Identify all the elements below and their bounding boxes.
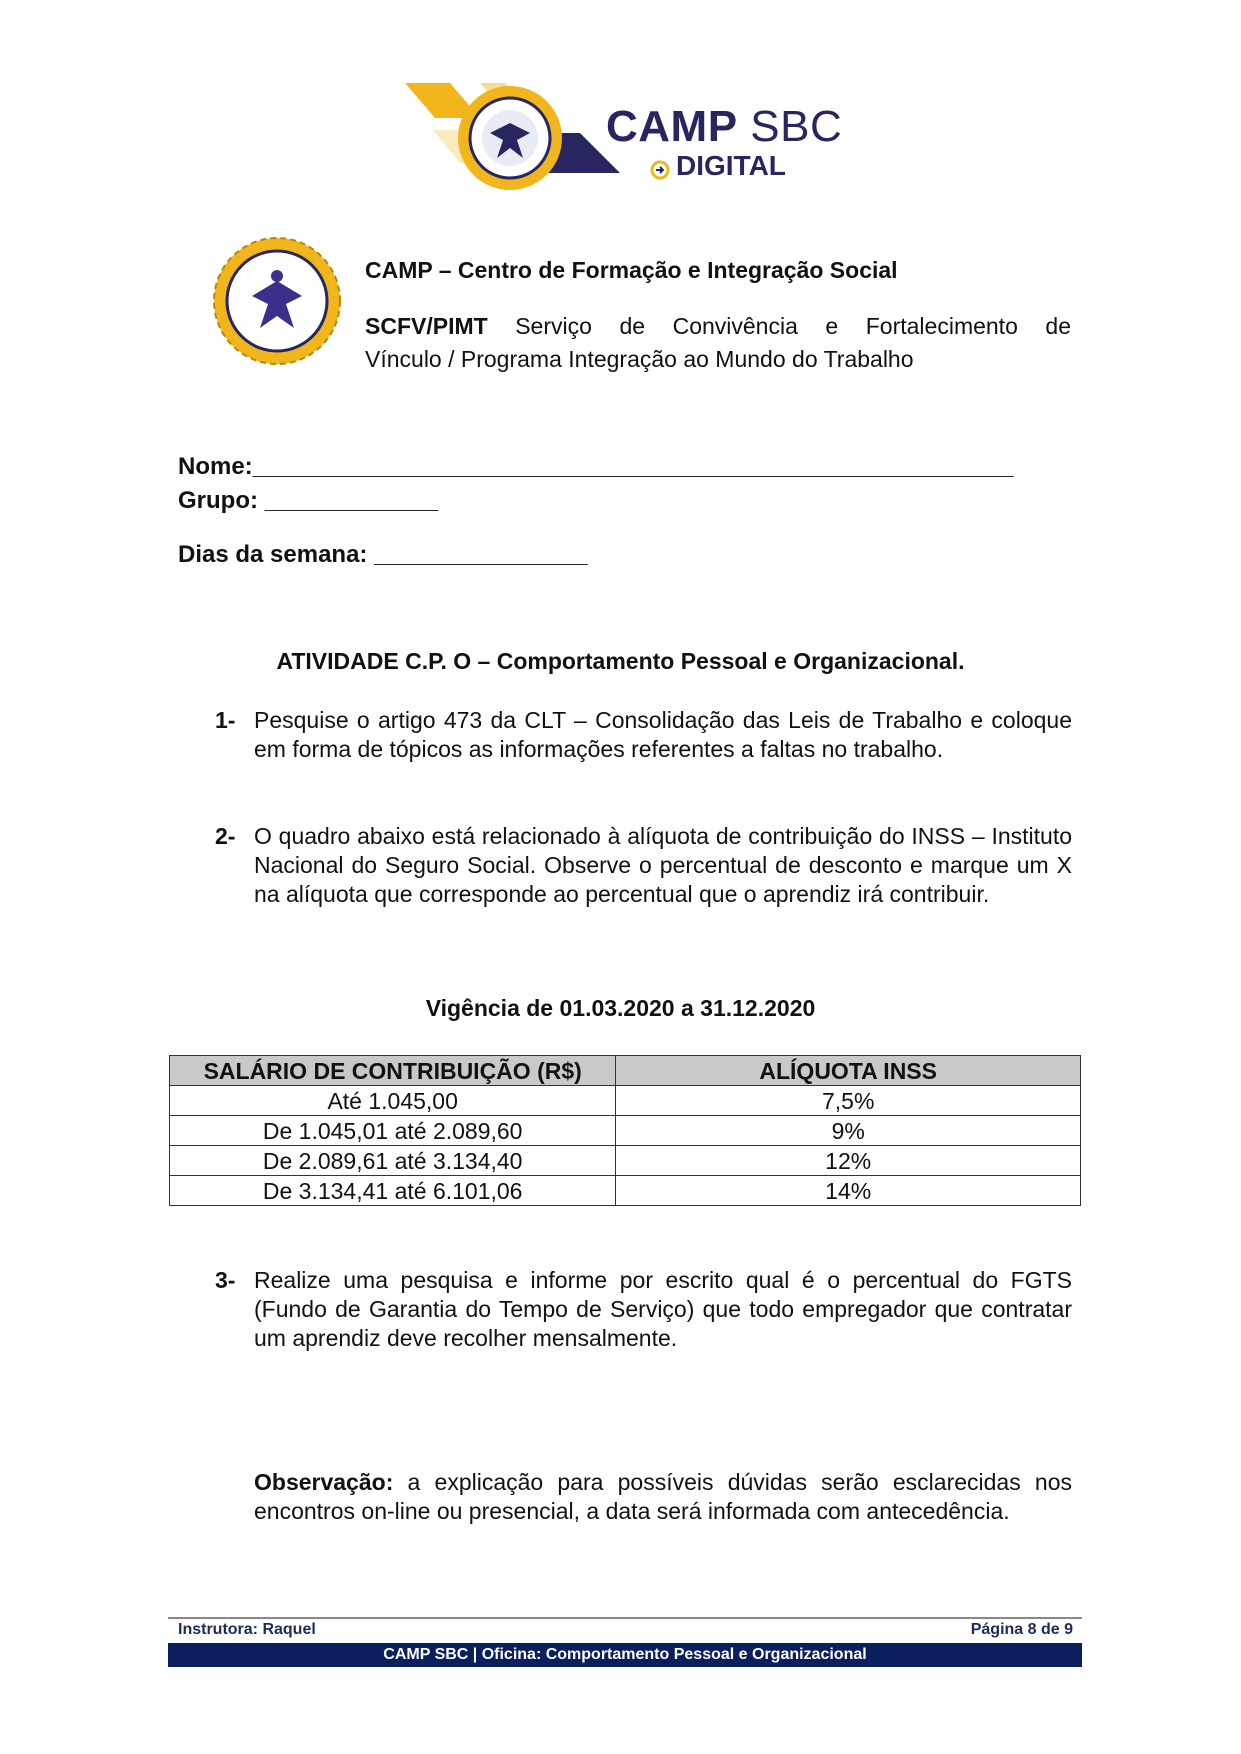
table-caption: Vigência de 01.03.2020 a 31.12.2020 — [425, 995, 816, 1021]
footer-instructor: Instrutora: Raquel — [178, 1621, 316, 1638]
header-salary: SALÁRIO DE CONTRIBUIÇÃO (R$) — [170, 1056, 616, 1086]
program-line-1: SCFV/PIMT Serviço de Convivência e Fortalecimento de — [365, 313, 1071, 339]
program-line-2: Vínculo / Programa Integração ao Mundo do Trabalho — [365, 346, 914, 372]
inss-table — [169, 1055, 1081, 1206]
camp-seal-logo — [212, 236, 342, 366]
table-row: De 3.134,41 até 6.101,06 14% — [170, 1176, 1081, 1206]
footer-page-number: Página 8 de 9 — [970, 1621, 1073, 1638]
rate-cell[interactable]: 9% — [616, 1116, 1081, 1146]
table-header-row — [170, 1056, 1081, 1086]
activity-title: ATIVIDADE C.P. O – Comportamento Pessoal e Organizacional. — [276, 648, 965, 674]
org-name: CAMP – Centro de Formação e Integração Social — [365, 257, 898, 283]
footer-divider — [168, 1617, 1082, 1619]
arrow-circle-icon — [650, 160, 670, 180]
header-rate: ALÍQUOTA INSS — [616, 1056, 1081, 1086]
table-row: De 2.089,61 até 3.134,40 12% — [170, 1146, 1081, 1176]
rate-cell[interactable]: 12% — [616, 1146, 1081, 1176]
group-field[interactable]: Grupo: _____________ — [178, 487, 439, 514]
rate-cell[interactable]: 7,5% — [616, 1086, 1081, 1116]
table-row: De 1.045,01 até 2.089,60 9% — [170, 1116, 1081, 1146]
brand-sub: DIGITAL — [676, 150, 786, 181]
footer-bar: CAMP SBC | Oficina: Comportamento Pessoal e Organizacional — [168, 1643, 1082, 1667]
rate-cell[interactable]: 14% — [616, 1176, 1081, 1206]
days-field[interactable]: Dias da semana: ________________ — [178, 541, 588, 568]
brand-name: CAMP SBC — [606, 102, 843, 151]
table-row: Até 1.045,00 7,5% — [170, 1086, 1081, 1116]
name-field[interactable]: Nome:_________________________________________________________ — [178, 453, 1014, 480]
